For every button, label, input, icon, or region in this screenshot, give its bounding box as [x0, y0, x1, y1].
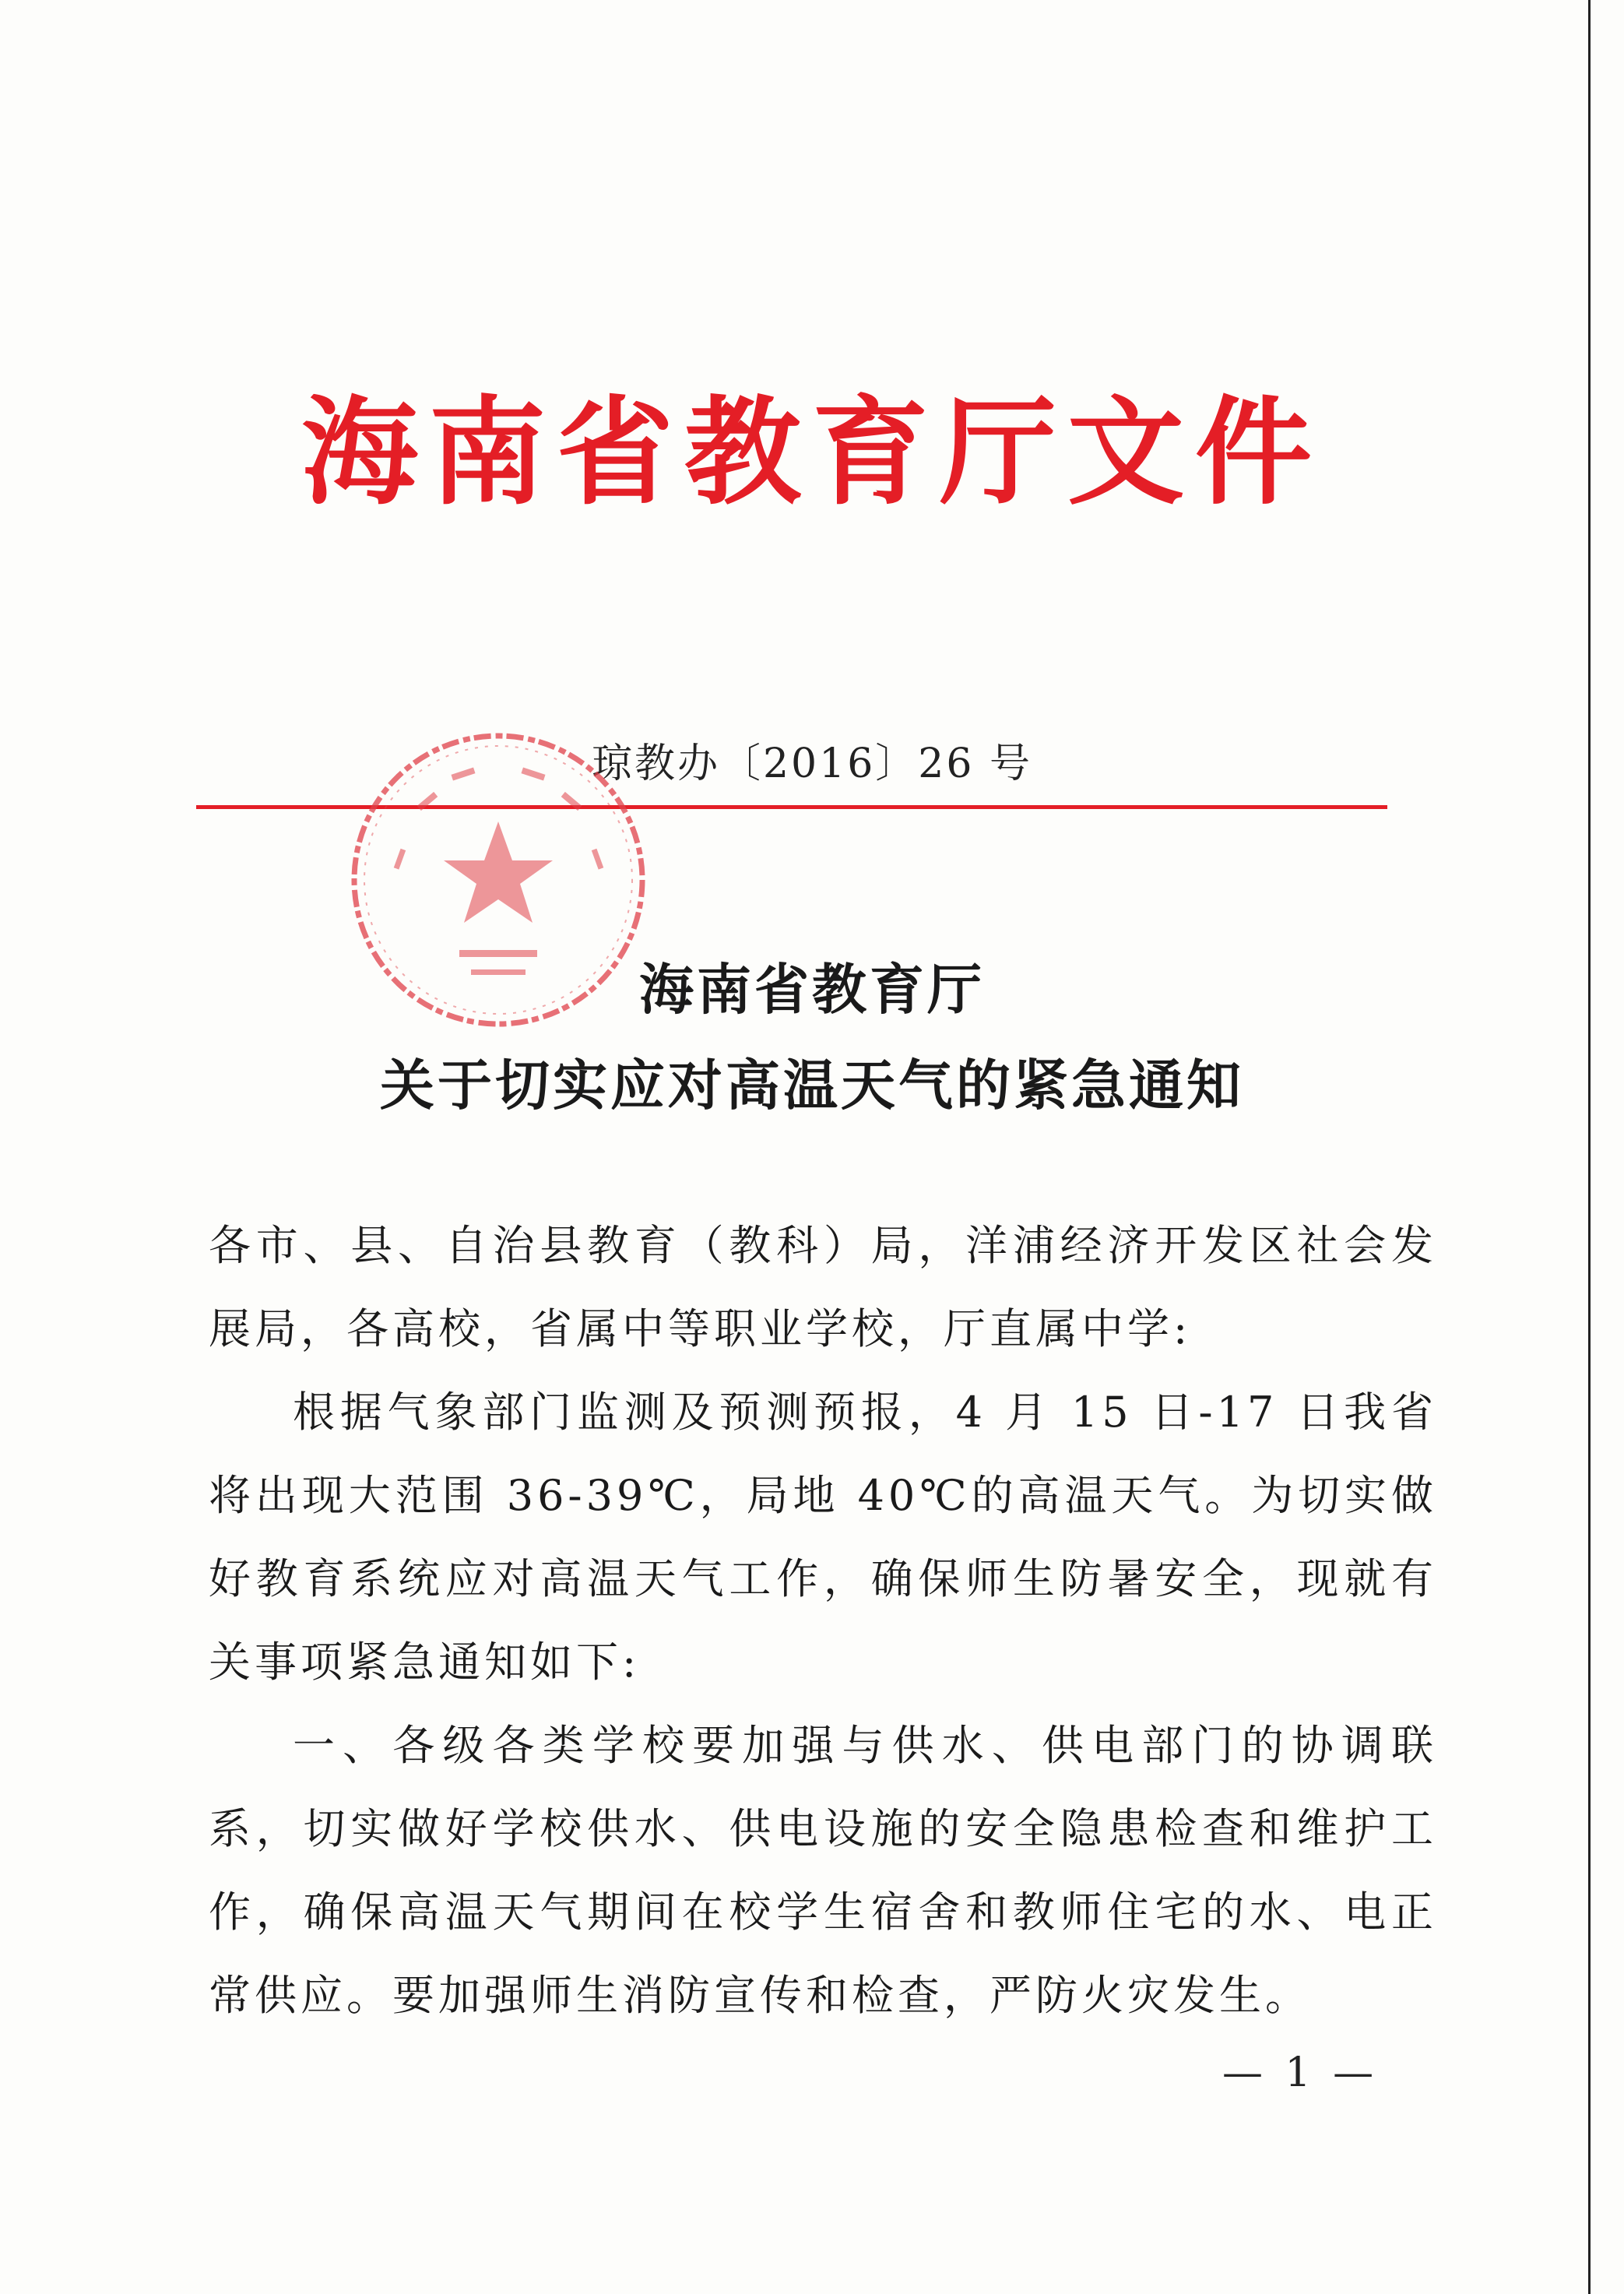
page-number: — 1 — [1222, 2049, 1379, 2096]
addressee-paragraph: 各市、县、自治县教育（教科）局，洋浦经济开发区社会发展局，各高校，省属中等职业学校，厅直属中学: [209, 1221, 1437, 1353]
scan-edge-line [1588, 0, 1591, 2294]
body-paragraph: 一、各级各类学校要加强与供水、供电部门的协调联系，切实做好学校供水、供电设施的安全隐患检查和维护工作，确保高温天气期间在校学生宿舍和教师住宅的水、电正常供应。要加强师生消防宣传和检查，严防火灾发生。 [209, 1721, 1437, 2020]
notice-body [209, 1204, 1437, 2037]
notice-title-line-1: 海南省教育厅 [639, 958, 985, 1022]
document-number: 琼教办〔2016〕26 号 [591, 741, 1033, 787]
issuing-authority-header: 海南省教育厅文件 [301, 385, 1323, 521]
notice-title-line-2: 关于切实应对高温天气的紧急通知 [380, 1054, 1244, 1117]
red-separator-rule [196, 805, 1387, 809]
body-paragraph: 根据气象部门监测及预测预报，4 月 15 日-17 日我省将出现大范围 36-39℃，局地 40℃的高温天气。为切实做好教育系统应对高温天气工作，确保师生防暑安全，现就有关事项紧急通知如下: [209, 1388, 1437, 1687]
